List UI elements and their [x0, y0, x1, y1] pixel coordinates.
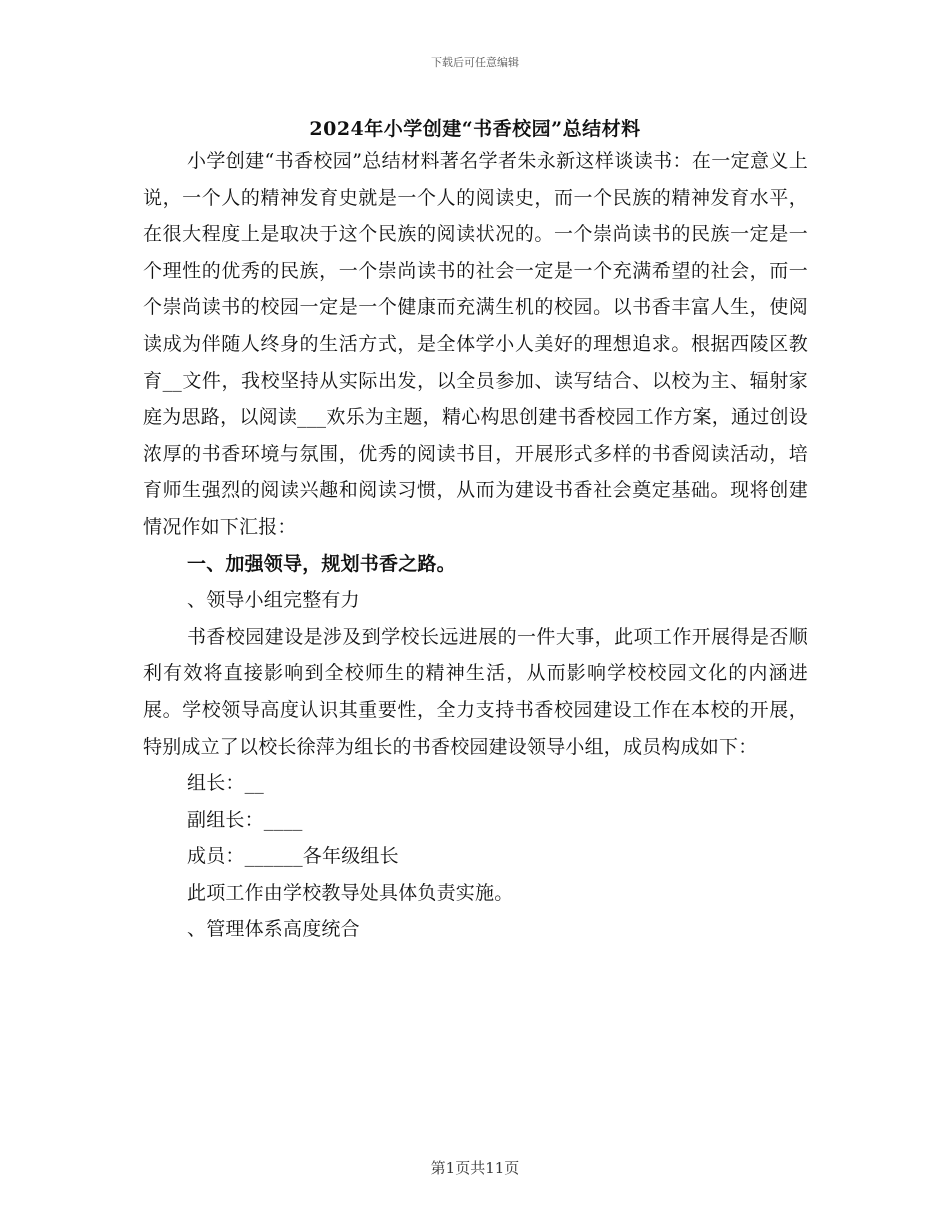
section-heading-1: 一、加强领导，规划书香之路。 [187, 552, 456, 575]
page-number-footer: 第1页共11页 [430, 1159, 520, 1177]
sub-heading-leadership-group: 、领导小组完整有力 [187, 589, 360, 612]
leader-line: 组长：__ [187, 772, 265, 795]
header-note: 下载后可任意编辑 [431, 56, 519, 69]
intro-paragraph: 小学创建“书香校园”总结材料著名学者朱永新这样谈读书：在一定意义上说，一个人的精神发育史就是一个人的阅读史，而一个民族的精神发育水平，在很大程度上是取决于这个民族的阅读状况的。一个崇尚读书的民族一定是一个理性的优秀的民族，一个崇尚读书的社会一定是一个充满希望的社会，而一个崇尚读书的校园一定是一个健康而充满生机的校园。以书香丰富人生，使阅读成为伴随人终身的生活方式，是全体学小人美好的理想追求。根据西陵区教育__文件，我校坚持从实际出发，以全员参加、读写结合、以校为主、辐射家庭为思路，以阅读___欢乐为主题，精心构思创建书香校园工作方案，通过创设浓厚的书香环境与氛围，优秀的阅读书目，开展形式多样的书香阅读活动，培育师生强烈的阅读兴趣和阅读习惯，从而为建设书香社会奠定基础。现将创建情况作如下汇报： [143, 150, 808, 538]
responsibility-line: 此项工作由学校教导处具体负责实施。 [187, 881, 514, 904]
deputy-leader-line: 副组长：____ [187, 808, 303, 831]
sub-heading-management-system: 、管理体系高度统合 [187, 918, 360, 941]
document-body [143, 143, 808, 948]
document-title: 2024年小学创建“书香校园”总结材料 [309, 118, 641, 140]
members-line: 成员：______各年级组长 [187, 845, 399, 868]
leadership-paragraph: 书香校园建设是涉及到学校长远进展的一件大事，此项工作开展得是否顺利有效将直接影响到全校师生的精神生活，从而影响学校校园文化的内涵进展。学校领导高度认识其重要性，全力支持书香校园建设工作在本校的开展，特别成立了以校长徐萍为组长的书香校园建设领导小组，成员构成如下： [143, 625, 808, 758]
